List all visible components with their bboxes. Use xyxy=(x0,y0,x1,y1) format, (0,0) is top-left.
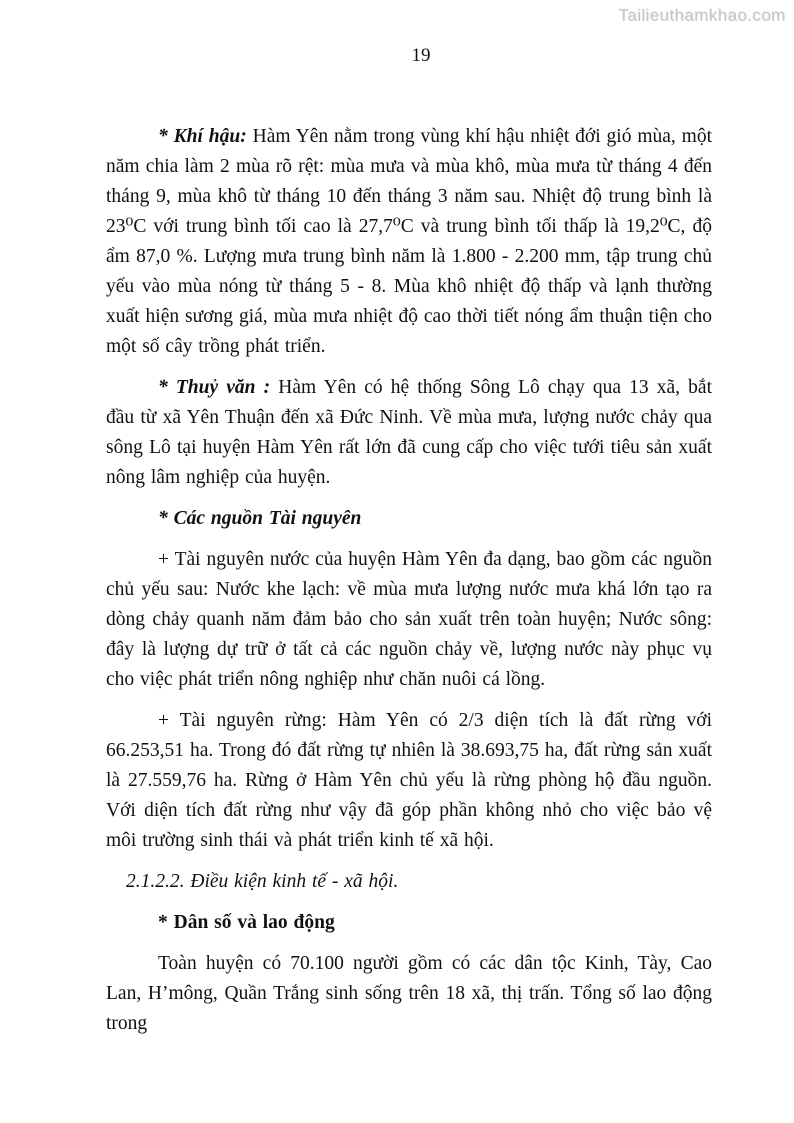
heading-natural-resources: * Các nguồn Tài nguyên xyxy=(158,508,362,529)
hydrology-paragraph-text: Hàm Yên có hệ thống Sông Lô chạy qua 13 xã, bắt đầu từ xã Yên Thuận đến xã Đức Ninh. Về mùa mưa, lượng nước chảy qua sông Lô tại huyện Hàm Yên rất lớn đã cung cấp cho việc tưới tiêu sản xuất nông lâm nghiệp của huyện. xyxy=(106,377,712,488)
paragraph-population: Toàn huyện có 70.100 người gồm có các dân tộc Kinh, Tày, Cao Lan, H’mông, Quần Trắng sinh sống trên 18 xã, thị trấn. Tổng số lao động trong xyxy=(106,953,712,1034)
paragraph-water-resources: + Tài nguyên nước của huyện Hàm Yên đa dạng, bao gồm các nguồn chủ yếu sau: Nước khe lạch: về mùa mưa lượng nước mưa khá lớn tạo ra dòng chảy quanh năm đảm bảo cho sản xuất trên toàn huyện; Nước sông: đây là lượng dự trữ ở tất cả các nguồn chảy về, lượng nước này phục vụ cho việc phát triển nông nghiệp như chăn nuôi cá lồng. xyxy=(106,549,712,690)
paragraph-climate xyxy=(106,122,712,362)
hydrology-heading-label: * Thuỷ văn : xyxy=(158,377,271,398)
climate-paragraph-text: Hàm Yên nằm trong vùng khí hậu nhiệt đới gió mùa, một năm chia làm 2 mùa rõ rệt: mùa mưa và mùa khô, mùa mưa từ tháng 4 đến tháng 9, mùa khô từ tháng 10 đến tháng 3 năm sau. Nhiệt độ trung bình là 23⁰C với trung bình tối cao là 27,7⁰C và trung bình tối thấp là 19,2⁰C, độ ẩm 87,0 %. Lượng mưa trung bình năm là 1.800 - 2.200 mm, tập trung chủ yếu vào mùa nóng từ tháng 5 - 8. Mùa khô nhiệt độ thấp và lạnh thường xuất hiện sương giá, mùa mưa nhiệt độ cao thời tiết nóng ẩm thuận tiện cho một số cây trồng phát triển. xyxy=(106,126,713,357)
paragraph-forest-resources: + Tài nguyên rừng: Hàm Yên có 2/3 diện tích là đất rừng với 66.253,51 ha. Trong đó đất rừng tự nhiên là 38.693,75 ha, đất rừng sản xuất là 27.559,76 ha. Rừng ở Hàm Yên chủ yếu là rừng phòng hộ đầu nguồn. Với diện tích đất rừng như vậy đã góp phần không nhỏ cho việc bảo vệ môi trường sinh thái và phát triển kinh tế xã hội. xyxy=(106,710,712,851)
heading-population-labor: * Dân số và lao động xyxy=(158,912,335,933)
paragraph-hydrology xyxy=(106,373,712,493)
watermark-text: Tailieuthamkhao.com xyxy=(618,6,786,25)
climate-heading-label: * Khí hậu: xyxy=(158,126,247,147)
document-body xyxy=(106,122,712,1050)
page-number: 19 xyxy=(411,45,431,66)
heading-socio-economic-section: 2.1.2.2. Điều kiện kinh tế - xã hội. xyxy=(126,871,399,892)
